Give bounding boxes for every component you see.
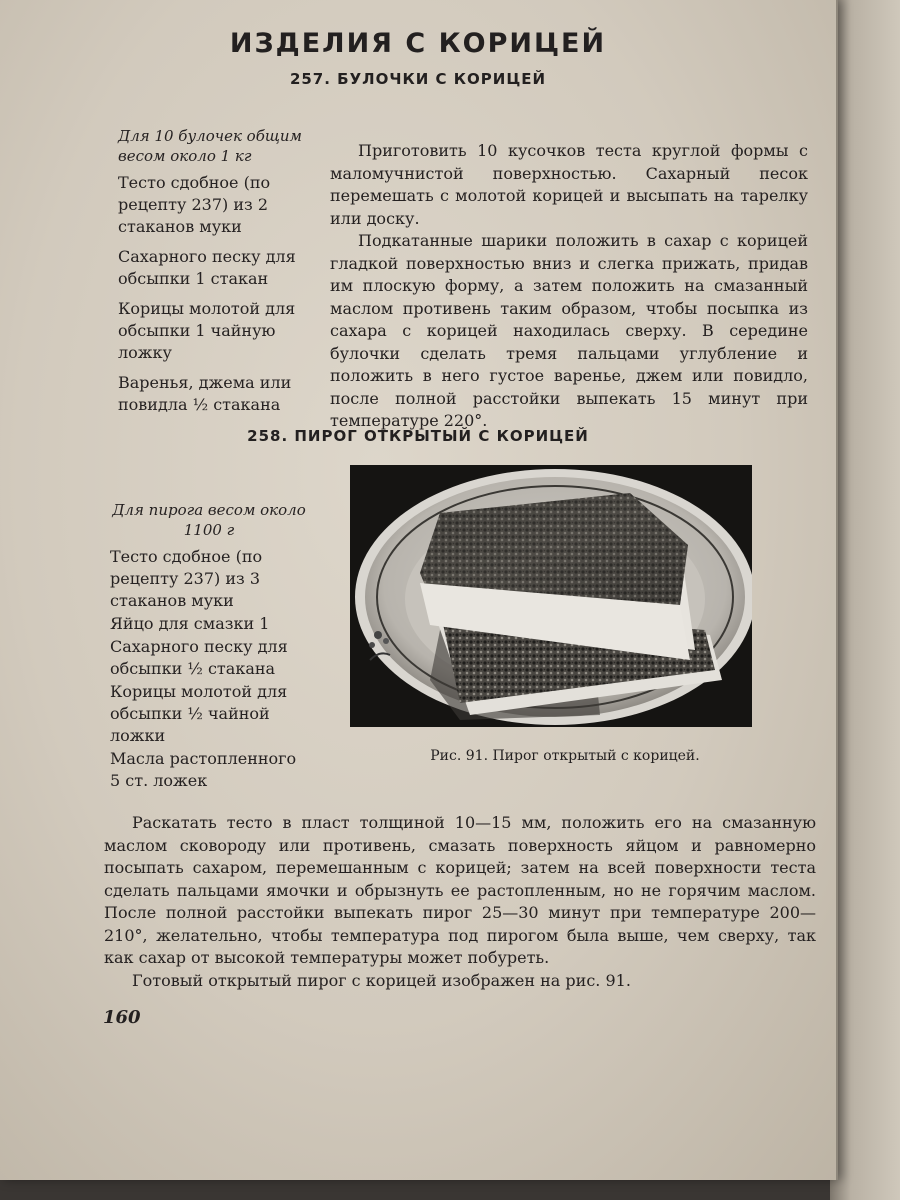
paragraph: Подкатанные шарики положить в сахар с корицей гладкой поверхностью вниз и слегка прижать, придав им плоскую форму, а затем положить на смазанный маслом противень таким образом, чтобы посыпка из сахара с корицей находилась сверху. В середине булочки сделать тремя пальцами углубление и положить в него густое варенье, джем или повидло, после полной расстойки выпекать 15 минут при температуре 220°. — [330, 231, 808, 430]
ingredient-item: Сахарного песку для обсыпки 1 стакан — [118, 247, 296, 288]
paragraph: Готовый открытый пирог с корицей изображен на рис. 91. — [132, 970, 631, 990]
recipe-258-instructions — [104, 812, 816, 992]
ingredient-item: Корицы молотой для обсыпки ½ чайной ложки — [110, 682, 288, 745]
paragraph: Раскатать тесто в пласт толщиной 10—15 мм, положить его на смазанную маслом сковороду или противень, смазать поверхность яйцом и равномерно посыпать сахаром, перемешанным с корицей; затем на всей поверхности теста сделать пальцами ямочки и обрызнуть ее растопленным, но не горячим маслом. После полной расстойки выпекать пирог 25—30 минут при температуре 200—210°, желательно, чтобы температура под пирогом была выше, чем сверху, так как сахар от высокой температуры может побуреть. — [104, 813, 816, 967]
section-heading: ИЗДЕЛИЯ С КОРИЦЕЙ — [229, 28, 607, 59]
recipe-258-title: 258. ПИРОГ ОТКРЫТЫЙ С КОРИЦЕЙ — [247, 427, 589, 445]
recipe-257-ingredients — [118, 126, 310, 424]
ingredient-item: Корицы молотой для обсыпки 1 чайную ложку — [118, 299, 296, 362]
figure-caption: Рис. 91. Пирог открытый с корицей. — [430, 748, 700, 764]
ingredient-item: Варенья, джема или повидла ½ стакана — [118, 373, 292, 414]
pie-photo-illustration — [350, 465, 752, 727]
paragraph: Приготовить 10 кусочков теста круглой формы с маломучнистой поверхностью. Сахарный песок перемешать с молотой корицей и высыпать на тарелку или доску. — [330, 141, 808, 228]
ingredient-item: Сахарного песку для обсыпки ½ стакана — [110, 637, 288, 678]
ingredient-item: Тесто сдобное (по рецепту 237) из 2 стаканов муки — [118, 173, 271, 236]
recipe-258-yield-note: Для пирога весом около 1100 г — [112, 501, 306, 539]
recipe-257-instructions — [330, 140, 808, 433]
page-number: 160 — [103, 1007, 141, 1028]
ingredient-item: Масла растопленного 5 ст. ложек — [110, 749, 297, 790]
ingredient-item: Яйцо для смазки 1 — [110, 614, 270, 633]
recipe-257-title: 257. БУЛОЧКИ С КОРИЦЕЙ — [289, 70, 547, 88]
pie-photo — [350, 465, 752, 727]
background-surface — [830, 0, 900, 1200]
recipe-258-ingredients — [110, 500, 308, 793]
recipe-257-yield-note: Для 10 булочек общим весом около 1 кг — [118, 127, 302, 165]
ingredient-item: Тесто сдобное (по рецепту 237) из 3 стаканов муки — [110, 547, 263, 610]
